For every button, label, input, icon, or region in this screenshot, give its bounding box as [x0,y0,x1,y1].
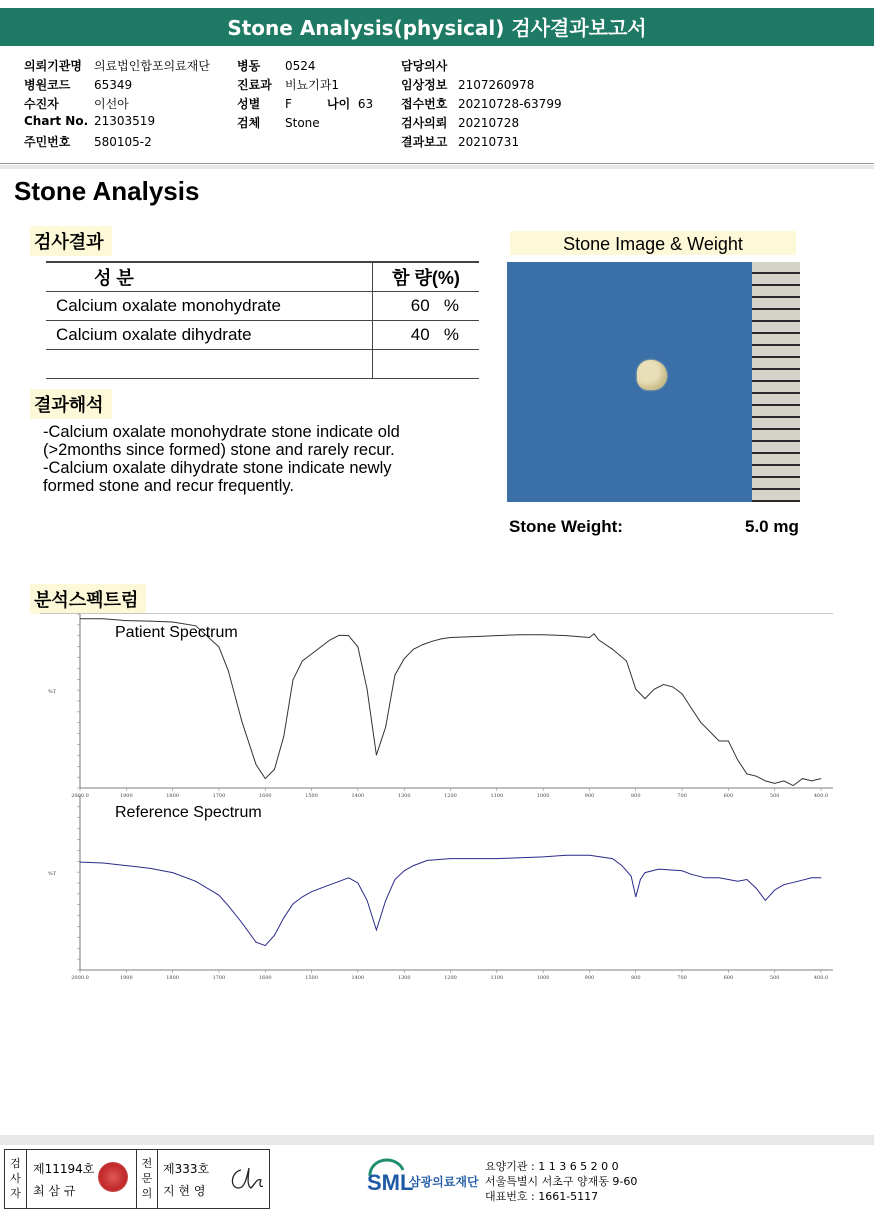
spectrum-point [756,776,757,777]
header-field-label: 의뢰기관명 [24,59,82,73]
spectrum-point [413,649,414,650]
interpretation-text [43,423,483,495]
header-field-label: 진료과 [237,78,272,92]
header-col1 [24,57,210,152]
spectrum-point [566,855,567,856]
x-tick-label: 1400 [351,975,365,981]
spectrum-point [413,865,414,866]
y-axis-label: %T [48,689,57,695]
spectrum-point [358,883,359,884]
x-tick-label: 1300 [397,793,411,799]
header-field [401,95,562,114]
header-field-value: 580105-2 [94,135,152,149]
ruler [752,262,800,502]
x-tick-label: 700 [677,793,687,799]
spectrum-point [710,731,711,732]
box2-number: 제333호 [163,1162,210,1176]
spectrum-point [793,785,794,786]
spectrum-point [385,727,386,728]
org-name: 삼광의료재단 [409,1175,479,1189]
amount-cell: 40 % [373,321,480,350]
signature-icon [227,1162,267,1194]
spectrum-point [358,647,359,648]
header-amount: 함 량(%) [373,262,480,292]
address-text: 서울특별시 서초구 양재동 9-60 [485,1175,638,1188]
spectrum-point [422,644,423,645]
spectrum-point [598,640,599,641]
header-field-label: 주민번호 [24,135,71,149]
interpretation-heading: 결과해석 [30,389,112,419]
spectrum-point [765,781,766,782]
spectrum-point [728,741,729,742]
spectrum-point [635,689,636,690]
spectrum-point [719,741,720,742]
logo-text: SML [367,1170,414,1195]
x-tick-label: 900 [584,793,595,799]
spectrum-point [705,877,706,878]
axis-lines [80,796,833,970]
spectrum-point [242,923,243,924]
spectrum-point [747,879,748,880]
header-col2 [237,57,339,133]
spectrum-point [80,862,81,863]
spectrum-point [784,884,785,885]
header-divider [0,163,874,164]
spectrum-point [404,870,405,871]
spectrum-point [274,769,275,770]
spectrum-point [543,857,544,858]
x-tick-label: 1200 [444,793,457,799]
spectrum-point [756,888,757,889]
license-text: 요양기관 : 1 1 3 6 5 2 0 0 [485,1160,619,1173]
spectrum-point [645,698,646,699]
footer-info [485,1159,637,1204]
amount-cell [373,350,480,379]
spectrum-point [811,877,812,878]
spectrum-point [283,917,284,918]
spectrum-point [339,881,340,882]
header-field [401,76,562,95]
x-tick-label: 1000 [536,975,550,981]
x-tick-label: 2000.0 [71,975,89,981]
spectrum-point [339,635,340,636]
x-tick-label: 2000.0 [71,793,89,799]
spectra-figure [40,608,840,983]
spectrum-point [242,722,243,723]
spectrum-point [283,736,284,737]
interpretation-line: (>2months since formed) stone and rarely recur. [43,441,395,459]
spectrum-line [80,619,821,786]
header-field-value: 비뇨기과1 [285,78,340,92]
spectrum-point [149,621,150,622]
header-field-value: 65349 [94,78,133,92]
header-field-label: 검체 [237,116,261,130]
x-tick-label: 1100 [490,975,504,981]
spectrum-point [219,895,220,896]
spectrum-point [376,930,377,931]
spectrum-point [700,722,701,723]
box1-number: 제11194호 [33,1162,95,1176]
results-table [46,261,479,379]
spectrum-point [691,874,692,875]
spectrum-point [784,781,785,782]
spectrum-point [640,879,641,880]
header-field [237,95,339,114]
reference-spectrum-chart [48,796,833,981]
header-field [401,133,562,152]
spectrum-heading: 분석스펙트럼 [30,584,146,614]
spectrum-point [612,649,613,650]
phone-text: 대표번호 : 1661-5117 [485,1190,599,1203]
header-field-value: 2107260978 [458,78,535,92]
stone-photo [507,262,800,502]
header-field-value: Stone [285,116,320,130]
header-field [237,76,339,95]
spectrum-point [520,634,521,635]
spectrum-point [719,877,720,878]
spectrum-point [256,764,257,765]
spectrum-point [520,857,521,858]
x-tick-label: 1900 [119,975,133,981]
spectrum-point [195,881,196,882]
spectrum-point [728,879,729,880]
spectrum-point [265,945,266,946]
spectrum-point [103,863,104,864]
header-col3 [401,57,562,152]
component-cell [46,350,373,379]
spectrum-point [385,900,386,901]
results-heading: 검사결과 [30,226,112,256]
spectrum-point [802,778,803,779]
x-tick-label: 1500 [305,975,318,981]
spectrum-point [367,900,368,901]
spectrum-point [635,897,636,898]
spectrum-point [395,879,396,880]
spectrum-point [450,858,451,859]
spectrum-point [663,684,664,685]
spectrum-point [543,634,544,635]
patient-spectrum-label: Patient Spectrum [115,624,238,641]
spectrum-point [654,689,655,690]
spectrum-point [672,687,673,688]
spectrum-point [450,637,451,638]
header-component: 성 분 [46,262,373,292]
x-tick-label: 1000 [536,793,550,799]
table-row [46,350,479,379]
spectrum-point [645,872,646,873]
header-field-label: 검사의뢰 [401,116,448,130]
header-age [327,95,373,112]
stone-specimen [637,360,667,390]
spectrum-point [737,759,738,760]
spectrum-point [302,897,303,898]
header-field [401,57,562,76]
x-tick-label: 1400 [351,793,365,799]
x-tick-label: 400.0 [813,793,829,799]
x-tick-label: 1700 [212,793,226,799]
spectrum-point [589,855,590,856]
reference-spectrum-label: Reference Spectrum [115,804,262,821]
x-tick-label: 1500 [305,793,318,799]
header-field-label: 담당의사 [401,59,448,73]
spectrum-point [622,865,623,866]
header-field-label: 결과보고 [401,135,448,149]
amount-cell: 60 % [373,292,480,321]
header-field [24,57,210,76]
spectrum-point [404,658,405,659]
spectrum-point [311,891,312,892]
component-cell: Calcium oxalate dihydrate [46,321,373,350]
box2-name: 지 현 영 [163,1184,206,1198]
header-field-label: 수진자 [24,97,59,111]
x-tick-label: 1800 [166,975,179,981]
spectrum-point [473,636,474,637]
header-field-label: 병원코드 [24,78,71,92]
image-title: Stone Image & Weight [510,231,796,255]
spectrum-point [566,635,567,636]
spectrum-point [612,858,613,859]
table-row [46,321,479,350]
box2-label: 전문의 [136,1150,158,1208]
spectrum-point [747,774,748,775]
spectrum-point [228,905,229,906]
spectrum-point [631,876,632,877]
spectrum-point [737,881,738,882]
spectrum-point [311,654,312,655]
table-row [46,292,479,321]
x-tick-label: 1200 [444,975,457,981]
header-field-value: 20210728 [458,116,520,130]
header-field-label: 성별 [237,97,261,111]
x-tick-label: 1600 [258,975,272,981]
header-field-value: 21303519 [94,114,156,128]
spectrum-point [774,783,775,784]
spectrum-point [496,858,497,859]
header-field-value: 20210731 [458,135,520,149]
section-title: Stone Analysis [14,176,200,206]
x-tick-label: 1600 [258,793,272,799]
spectrum-point [626,661,627,662]
x-tick-label: 600 [723,975,734,981]
spectrum-point [441,639,442,640]
header-shadow [0,165,874,169]
spectrum-point [330,884,331,885]
spectrum-point [265,778,266,779]
spectrum-point [228,670,229,671]
spectrum-point [797,881,798,882]
x-tick-label: 1300 [397,975,411,981]
header-field-label: 임상정보 [401,78,448,92]
x-tick-label: 700 [677,975,687,981]
footer-divider [0,1135,874,1145]
header-field [24,95,210,114]
interpretation-line: -Calcium oxalate dihydrate stone indicate newly [43,459,392,477]
spectrum-point [682,694,683,695]
x-tick-label: 900 [584,975,595,981]
interpretation-line: formed stone and recur frequently. [43,477,294,495]
x-tick-label: 800 [630,793,641,799]
spectrum-point [149,868,150,869]
spectrum-point [172,872,173,873]
spectrum-point [126,620,127,621]
x-tick-label: 600 [723,793,734,799]
signature-box [4,1149,270,1209]
header-field-label: 접수번호 [401,97,448,111]
header-field [24,76,210,95]
x-tick-label: 1700 [212,975,226,981]
spectrum-point [367,689,368,690]
spectrum-point [274,935,275,936]
spectrum-point [774,890,775,891]
x-tick-label: 500 [769,975,780,981]
header-field-value: 의료법인합포의료재단 [94,59,210,73]
spectrum-point [765,900,766,901]
y-axis-label: %T [48,871,57,877]
spectrum-point [103,618,104,619]
spectrum-point [320,888,321,889]
weight-value: 5.0 mg [745,517,799,536]
spectrum-point [293,904,294,905]
interpretation-line: -Calcium oxalate monohydrate stone indicate old [43,423,400,441]
spectrum-point [330,640,331,641]
x-tick-label: 1100 [490,793,504,799]
header-field-value: 이선아 [94,97,129,111]
spectrum-point [219,647,220,648]
spectrum-point [682,870,683,871]
spectrum-point [376,755,377,756]
header-field [24,133,210,152]
spectrum-point [348,877,349,878]
spectrum-point [691,708,692,709]
x-tick-label: 500 [769,793,780,799]
spectrum-point [496,635,497,636]
age-value: 63 [357,97,374,111]
spectrum-point [80,618,81,619]
header-field-label: Chart No. [24,114,89,128]
spectrum-point [395,675,396,676]
header-field [237,114,339,133]
spectrum-point [126,865,127,866]
x-tick-label: 800 [630,975,641,981]
spectrum-point [348,635,349,636]
header-field [401,114,562,133]
spectrum-point [589,637,590,638]
report-title: Stone Analysis(physical) 검사결과보고서 [0,8,874,46]
x-tick-label: 1800 [166,793,179,799]
x-tick-label: 400.0 [813,975,829,981]
spectrum-point [659,869,660,870]
spectrum-point [172,622,173,623]
spectrum-point [432,641,433,642]
age-label: 나이 [327,97,351,111]
spectrum-point [427,860,428,861]
seal-icon [98,1162,128,1192]
component-cell: Calcium oxalate monohydrate [46,292,373,321]
header-field-value: 20210728-63799 [458,97,562,111]
weight-label: Stone Weight: [509,517,623,536]
spectrum-point [302,661,303,662]
spectrum-point [811,781,812,782]
header-field [24,114,210,133]
spectrum-point [320,647,321,648]
table-header-row [46,262,479,292]
spectrum-point [473,858,474,859]
header-field [237,57,339,76]
spectrum-point [594,633,595,634]
box1-label: 검사자 [5,1150,27,1208]
spectrum-line [80,855,821,945]
spectrum-point [256,942,257,943]
box1-name: 최 삼 규 [33,1184,76,1198]
header-field-value: F [285,97,292,111]
spectrum-point [821,877,822,878]
spectrum-point [821,778,822,779]
spectrum-point [293,679,294,680]
x-tick-label: 1900 [119,793,133,799]
header-field-value: 0524 [285,59,316,73]
header-field-label: 병동 [237,59,261,73]
